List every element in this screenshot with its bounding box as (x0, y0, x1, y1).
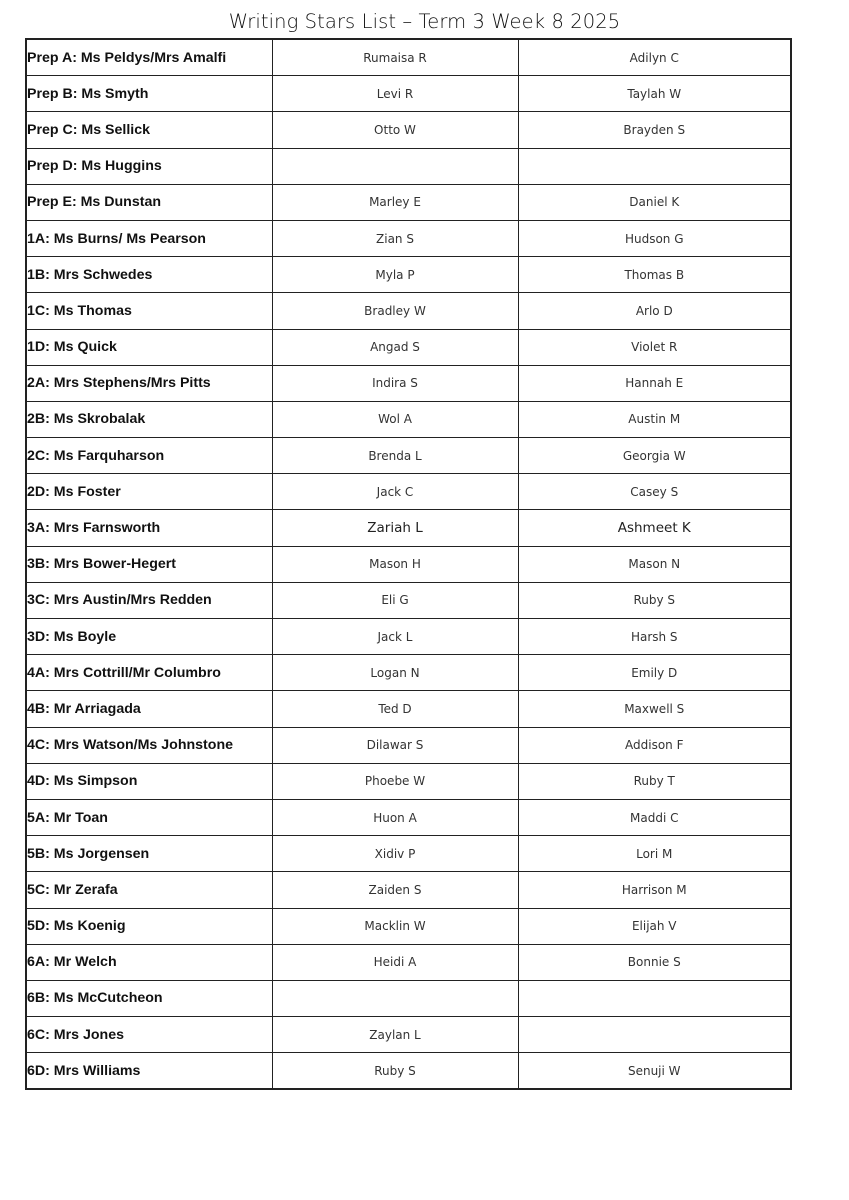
student-1-cell (272, 148, 518, 184)
student-2-cell: Casey S (518, 474, 791, 510)
class-teacher-cell: 1C: Ms Thomas (26, 293, 272, 329)
student-2-cell: Bonnie S (518, 944, 791, 980)
student-2-cell (518, 1017, 791, 1053)
student-1-cell: Zariah L (272, 510, 518, 546)
table-row (26, 474, 791, 510)
table-row (26, 438, 791, 474)
student-1-cell: Phoebe W (272, 763, 518, 799)
student-2-cell: Lori M (518, 836, 791, 872)
student-2-cell: Emily D (518, 655, 791, 691)
class-teacher-cell: 4D: Ms Simpson (26, 763, 272, 799)
student-1-cell: Zaylan L (272, 1017, 518, 1053)
class-teacher-cell: 2D: Ms Foster (26, 474, 272, 510)
table-row (26, 546, 791, 582)
student-1-cell: Angad S (272, 329, 518, 365)
student-2-cell: Harrison M (518, 872, 791, 908)
table-row (26, 329, 791, 365)
class-teacher-cell: 6B: Ms McCutcheon (26, 980, 272, 1016)
table-row (26, 39, 791, 76)
table-row (26, 510, 791, 546)
class-teacher-cell: Prep B: Ms Smyth (26, 76, 272, 112)
class-teacher-cell: Prep A: Ms Peldys/Mrs Amalfi (26, 39, 272, 76)
class-teacher-cell: 3B: Mrs Bower-Hegert (26, 546, 272, 582)
class-teacher-cell: 3D: Ms Boyle (26, 619, 272, 655)
class-teacher-cell: 3C: Mrs Austin/Mrs Redden (26, 582, 272, 618)
class-teacher-cell: Prep D: Ms Huggins (26, 148, 272, 184)
class-teacher-cell: 6C: Mrs Jones (26, 1017, 272, 1053)
student-1-cell: Huon A (272, 799, 518, 835)
student-1-cell: Brenda L (272, 438, 518, 474)
student-2-cell: Elijah V (518, 908, 791, 944)
class-teacher-cell: Prep C: Ms Sellick (26, 112, 272, 148)
student-2-cell: Maddi C (518, 799, 791, 835)
class-teacher-cell: 3A: Mrs Farnsworth (26, 510, 272, 546)
student-2-cell: Arlo D (518, 293, 791, 329)
table-row (26, 184, 791, 220)
student-1-cell: Jack L (272, 619, 518, 655)
student-2-cell: Hudson G (518, 220, 791, 256)
class-teacher-cell: 2C: Ms Farquharson (26, 438, 272, 474)
student-2-cell: Georgia W (518, 438, 791, 474)
student-2-cell (518, 980, 791, 1016)
student-2-cell: Taylah W (518, 76, 791, 112)
student-1-cell: Eli G (272, 582, 518, 618)
table-row (26, 655, 791, 691)
table-row (26, 401, 791, 437)
document-title: Writing Stars List – Term 3 Week 8 2025 (228, 10, 621, 33)
class-teacher-cell: 5B: Ms Jorgensen (26, 836, 272, 872)
class-teacher-cell: 4A: Mrs Cottrill/Mr Columbro (26, 655, 272, 691)
student-2-cell: Harsh S (518, 619, 791, 655)
table-row (26, 76, 791, 112)
student-1-cell: Indira S (272, 365, 518, 401)
class-teacher-cell: 4B: Mr Arriagada (26, 691, 272, 727)
table-row (26, 365, 791, 401)
student-1-cell: Macklin W (272, 908, 518, 944)
student-1-cell: Mason H (272, 546, 518, 582)
student-2-cell: Hannah E (518, 365, 791, 401)
student-1-cell: Myla P (272, 257, 518, 293)
table-row (26, 257, 791, 293)
student-1-cell: Ruby S (272, 1053, 518, 1090)
table-row (26, 220, 791, 256)
student-1-cell: Marley E (272, 184, 518, 220)
class-teacher-cell: 4C: Mrs Watson/Ms Johnstone (26, 727, 272, 763)
class-teacher-cell: 6A: Mr Welch (26, 944, 272, 980)
student-2-cell: Adilyn C (518, 39, 791, 76)
student-2-cell: Ruby S (518, 582, 791, 618)
class-teacher-cell: 2A: Mrs Stephens/Mrs Pitts (26, 365, 272, 401)
class-teacher-cell: 1B: Mrs Schwedes (26, 257, 272, 293)
class-teacher-cell: 2B: Ms Skrobalak (26, 401, 272, 437)
student-1-cell: Zaiden S (272, 872, 518, 908)
student-1-cell: Heidi A (272, 944, 518, 980)
student-1-cell (272, 980, 518, 1016)
table-row (26, 293, 791, 329)
student-1-cell: Wol A (272, 401, 518, 437)
table-row (26, 836, 791, 872)
student-1-cell: Zian S (272, 220, 518, 256)
student-1-cell: Xidiv P (272, 836, 518, 872)
student-1-cell: Dilawar S (272, 727, 518, 763)
class-teacher-cell: 5C: Mr Zerafa (26, 872, 272, 908)
table-body (26, 39, 791, 1089)
student-1-cell: Rumaisa R (272, 39, 518, 76)
student-2-cell: Maxwell S (518, 691, 791, 727)
class-teacher-cell: 6D: Mrs Williams (26, 1053, 272, 1090)
table-row (26, 727, 791, 763)
table-row (26, 1017, 791, 1053)
student-2-cell: Austin M (518, 401, 791, 437)
table-row (26, 799, 791, 835)
table-row (26, 763, 791, 799)
table-row (26, 1053, 791, 1090)
writing-stars-table (25, 38, 792, 1090)
student-1-cell: Levi R (272, 76, 518, 112)
student-2-cell: Mason N (518, 546, 791, 582)
class-teacher-cell: 1D: Ms Quick (26, 329, 272, 365)
student-1-cell: Jack C (272, 474, 518, 510)
table-row (26, 944, 791, 980)
student-1-cell: Logan N (272, 655, 518, 691)
table-row (26, 148, 791, 184)
student-2-cell (518, 148, 791, 184)
table-row (26, 980, 791, 1016)
table-row (26, 582, 791, 618)
student-2-cell: Ashmeet K (518, 510, 791, 546)
class-teacher-cell: 5D: Ms Koenig (26, 908, 272, 944)
table-row (26, 691, 791, 727)
table-row (26, 908, 791, 944)
student-2-cell: Violet R (518, 329, 791, 365)
student-2-cell: Senuji W (518, 1053, 791, 1090)
student-2-cell: Addison F (518, 727, 791, 763)
student-2-cell: Ruby T (518, 763, 791, 799)
student-1-cell: Ted D (272, 691, 518, 727)
class-teacher-cell: Prep E: Ms Dunstan (26, 184, 272, 220)
table-row (26, 619, 791, 655)
student-2-cell: Daniel K (518, 184, 791, 220)
table-row (26, 112, 791, 148)
student-2-cell: Thomas B (518, 257, 791, 293)
student-2-cell: Brayden S (518, 112, 791, 148)
class-teacher-cell: 1A: Ms Burns/ Ms Pearson (26, 220, 272, 256)
class-teacher-cell: 5A: Mr Toan (26, 799, 272, 835)
student-1-cell: Otto W (272, 112, 518, 148)
table-row (26, 872, 791, 908)
student-1-cell: Bradley W (272, 293, 518, 329)
